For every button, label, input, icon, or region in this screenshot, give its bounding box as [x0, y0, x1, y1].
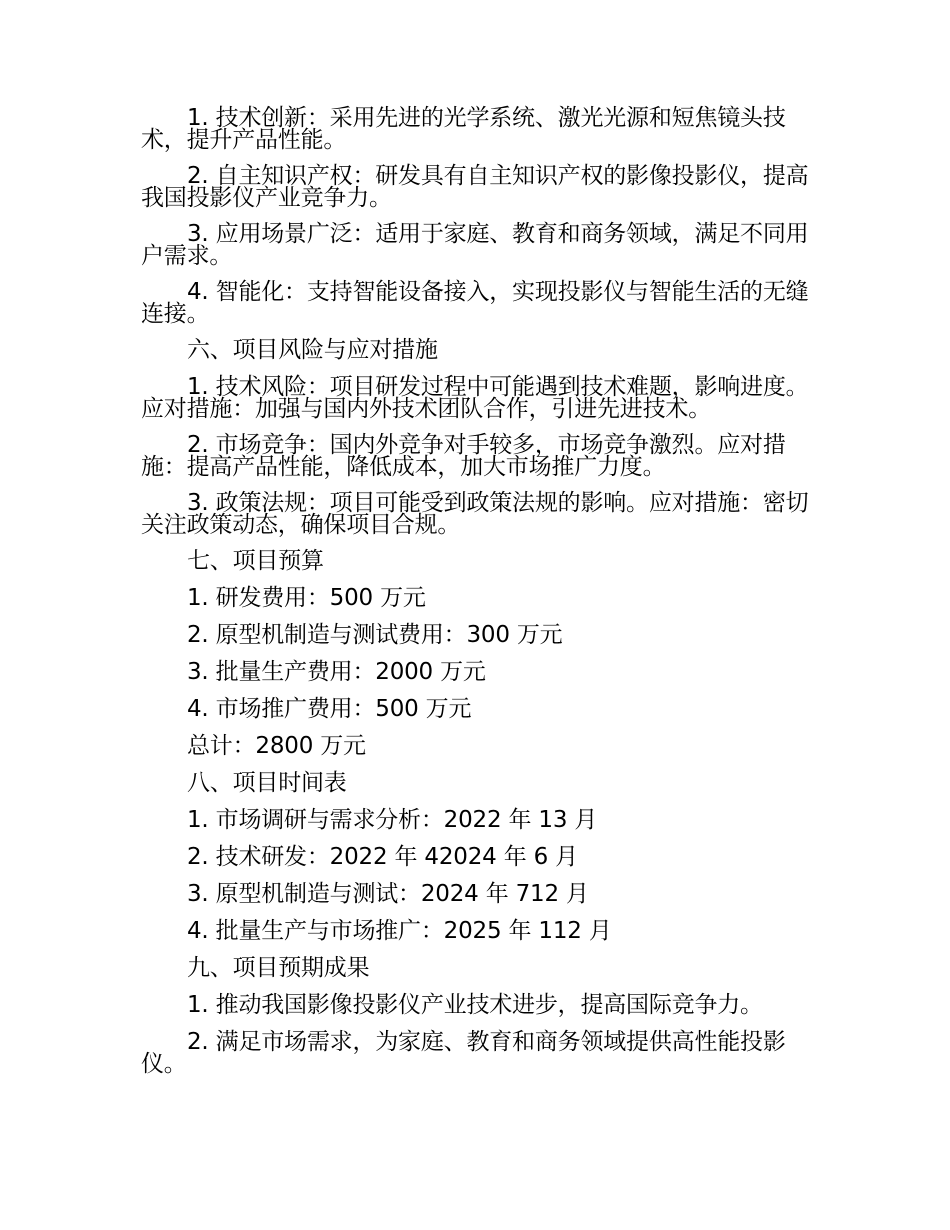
budget-item-prototype: 2. 原型机制造与测试费用：300 万元 [187, 622, 563, 648]
budget-item-production: 3. 批量生产费用：2000 万元 [187, 659, 486, 685]
budget-total: 总计：2800 万元 [187, 733, 366, 759]
section-heading-budget: 七、项目预算 [187, 548, 324, 574]
document-body [141, 107, 813, 1089]
feature-item-smart: 4. 智能化：支持智能设备接入，实现投影仪与智能生活的无缝连接。 [141, 279, 809, 327]
section-heading-risks: 六、项目风险与应对措施 [187, 337, 438, 363]
section-heading-timeline: 八、项目时间表 [187, 770, 347, 796]
timeline-item-production: 4. 批量生产与市场推广：2025 年 112 月 [187, 918, 612, 944]
outcome-item-market: 2. 满足市场需求，为家庭、教育和商务领域提供高性能投影仪。 [141, 1029, 786, 1077]
outcome-item-tech: 1. 推动我国影像投影仪产业技术进步，提高国际竞争力。 [187, 992, 763, 1018]
budget-item-marketing: 4. 市场推广费用：500 万元 [187, 696, 472, 722]
feature-item-tech-innovation: 1. 技术创新：采用先进的光学系统、激光光源和短焦镜头技术，提升产品性能。 [141, 105, 786, 153]
section-heading-outcomes: 九、项目预期成果 [187, 955, 370, 981]
feature-item-scenarios: 3. 应用场景广泛：适用于家庭、教育和商务领域，满足不同用户需求。 [141, 221, 809, 269]
timeline-item-research: 1. 市场调研与需求分析：2022 年 13 月 [187, 807, 598, 833]
timeline-item-prototype: 3. 原型机制造与测试：2024 年 712 月 [187, 881, 589, 907]
timeline-item-rd: 2. 技术研发：2022 年 42024 年 6 月 [187, 844, 578, 870]
risk-item-tech: 1. 技术风险：项目研发过程中可能遇到技术难题，影响进度。应对措施：加强与国内外技术团队合作，引进先进技术。 [141, 374, 809, 422]
risk-item-market: 2. 市场竞争：国内外竞争对手较多，市场竞争激烈。应对措施：提高产品性能，降低成本，加大市场推广力度。 [141, 432, 786, 480]
budget-item-rd: 1. 研发费用：500 万元 [187, 585, 426, 611]
risk-item-policy: 3. 政策法规：项目可能受到政策法规的影响。应对措施：密切关注政策动态，确保项目合规。 [141, 490, 809, 538]
feature-item-ip: 2. 自主知识产权：研发具有自主知识产权的影像投影仪，提高我国投影仪产业竞争力。 [141, 163, 809, 211]
